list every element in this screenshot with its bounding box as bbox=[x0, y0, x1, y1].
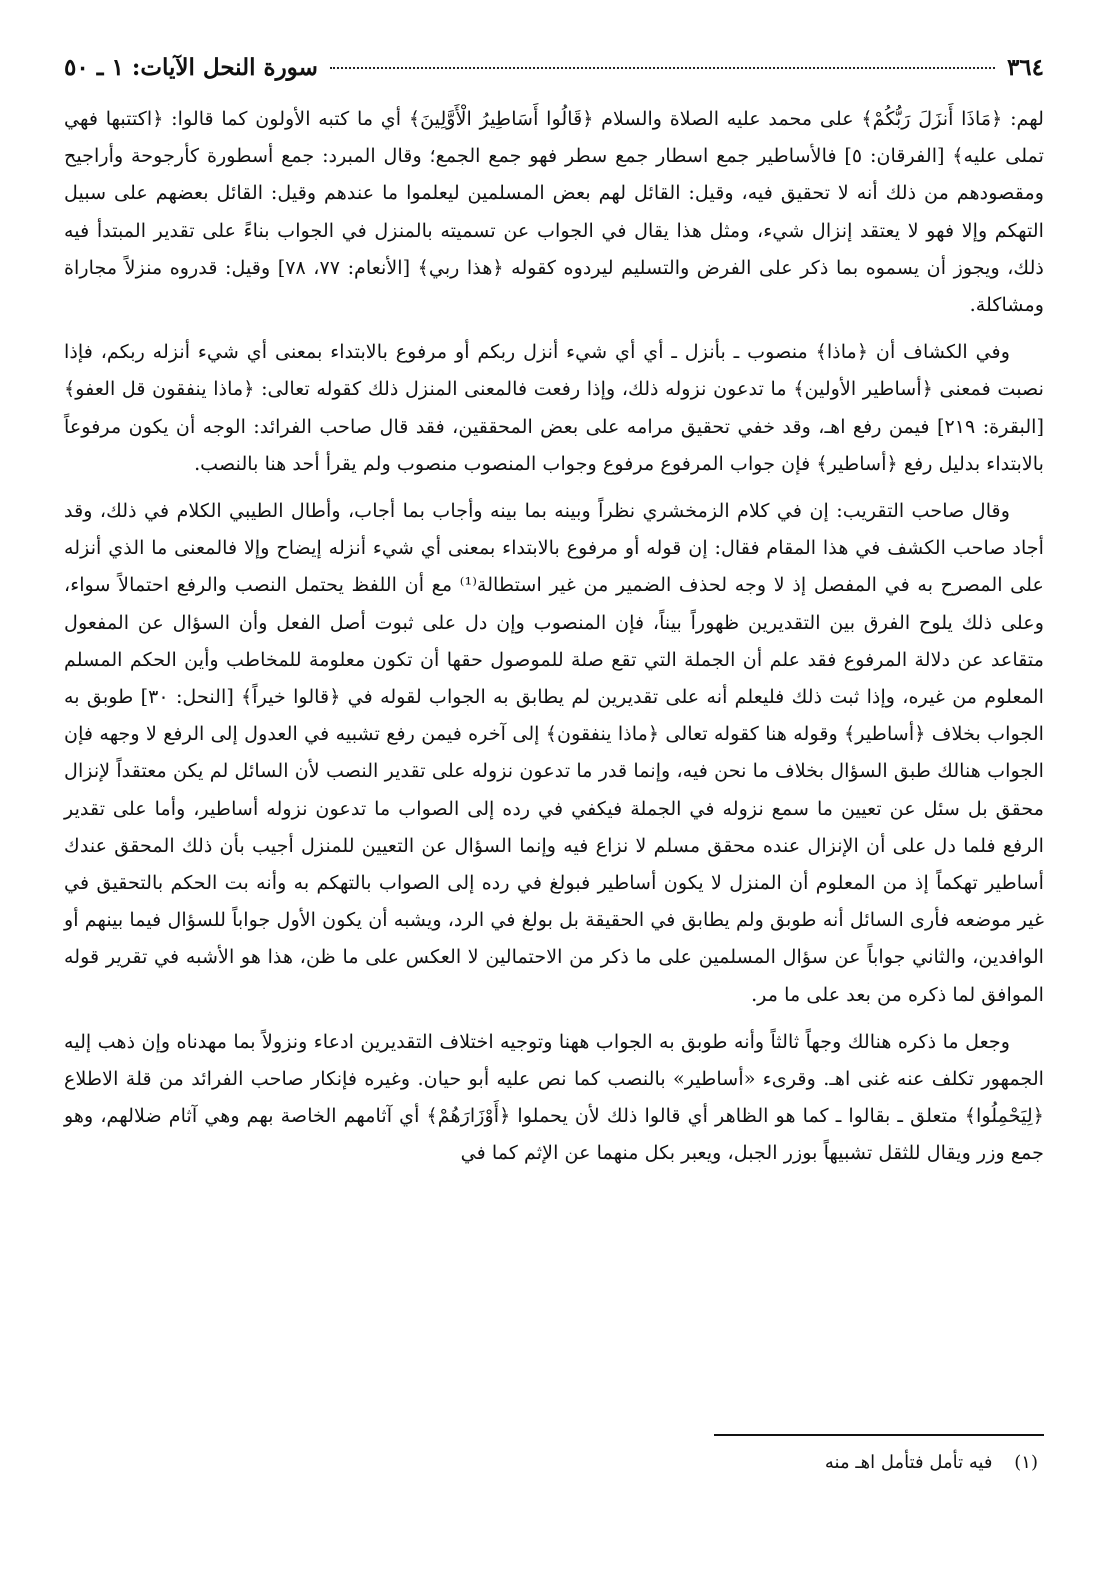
running-header bbox=[64, 54, 1044, 94]
commentary-text bbox=[64, 100, 1044, 1172]
paragraph-1: لهم: ﴿مَاذَا أَنزَلَ رَبُّكُمْ﴾ على محمد عليه الصلاة والسلام ﴿قَالُوا أَسَاطِيرُ الْأَوَّلِينَ﴾ أي ما كتبه الأولون كما قالوا: ﴿اكتتبها فهي تملى عليه﴾ [الفرقان: ٥] فالأساطير جمع اسطار جمع سطر فهو جمع الجمع؛ وقال المبرد: جمع أسطورة كأرجوحة وأراجيح ومقصودهم من ذلك أنه لا تحقيق فيه، وقيل: القائل لهم بعض المسلمين ليعلموا ما عندهم وقيل: القائل بعضهم على سبيل التهكم وإلا فهو لا يعتقد إنزال شيء، ومثل هذا يقال في الجواب عن تسميته بالمنزل في الجواب بناءً على تقدير المبتدأ فيه ذلك، ويجوز أن يسموه بما ذكر على الفرض والتسليم ليردوه كقوله ﴿هذا ربي﴾ [الأنعام: ٧٧، ٧٨] وقيل: قدروه منزلاً مجاراة ومشاكلة. bbox=[64, 107, 1044, 317]
page-number: ٣٦٤ bbox=[1006, 54, 1044, 81]
paragraph-2: وفي الكشاف أن ﴿ماذا﴾ منصوب ـ بأنزل ـ أي أي شيء أنزل ربكم أو مرفوع بالابتداء بمعنى أي شيء أنزله ربكم، فإذا نصبت فمعنى ﴿أساطير الأولين﴾ ما تدعون نزوله ذلك، وإذا رفعت فالمعنى المنزل ذلك كقوله تعالى: ﴿ماذا ينفقون قل العفو﴾ [البقرة: ٢١٩] فيمن رفع اهـ، وقد خفي تحقيق مرامه على بعض المحققين، فقد قال صاحب الفرائد: الوجه أن يكون مرفوعاً بالابتداء بدليل رفع ﴿أساطير﴾ فإن جواب المرفوع مرفوع وجواب المنصوب منصوب ولم يقرأ أحد هنا بالنصب. bbox=[64, 340, 1044, 475]
paragraph-3: وقال صاحب التقريب: إن في كلام الزمخشري نظراً وبينه بما بينه وأجاب بما أجاب، وأطال الطيبي الكلام في ذلك، وقد أجاد صاحب الكشف في هذا المقام فقال: إن قوله أو مرفوع بالابتداء بمعنى أي شيء أنزله إيضاح وإلا فالمعنى ما الذي أنزله على المصرح به في المفصل إذ لا وجه لحذف الضمير من غير استطالة⁽¹⁾ مع أن اللفظ يحتمل النصب والرفع احتمالاً سواء، وعلى ذلك يلوح الفرق بين التقديرين ظهوراً بيناً، فإن المنصوب وإن دل على ثبوت أصل الفعل وأن السؤال عن المفعول متقاعد عن دلالة المرفوع فقد علم أن الجملة التي تقع صلة للموصول حقها أن تكون معلومة للمخاطب وأين الحكم المسلم المعلوم من غيره، وإذا ثبت ذلك فليعلم أنه على تقديرين لم يطابق به الجواب لقوله في ﴿قالوا خيراً﴾ [النحل: ٣٠] طوبق به الجواب بخلاف ﴿أساطير﴾ وقوله هنا كقوله تعالى ﴿ماذا ينفقون﴾ إلى آخره فيمن رفع تشبيه في العدول إلى الرفع لا وجهه فإن الجواب هنالك طبق السؤال بخلاف ما نحن فيه، وإنما قدر ما تدعون نزوله على تقدير النصب لأن السائل لم يكن معتقداً لإنزال محقق بل سئل عن تعيين ما سمع نزوله في الجملة فيكفي في رده إلى الصواب ما تدعون نزوله أساطير، وأما على تقدير الرفع فلما دل على أن الإنزال عنده محقق مسلم لا نزاع فيه وإنما السؤال عن التعيين للمنزل أجيب بأن ذلك المحقق عندك أساطير تهكماً إذ من المعلوم أن المنزل لا يكون أساطير فبولغ في رده إلى الصواب بالتهكم به وأنه بت الحكم بالتحقيق في غير موضعه فأرى السائل أنه طوبق ولم يطابق في الحقيقة بل بولغ في الرد، ويشبه أن يكون الأول جواباً للسؤال فيما بينهم أو الوافدين، والثاني جواباً عن سؤال المسلمين على ما ذكر من الاحتمالين لا العكس على ما ظن، هذا هو الأشبه في تقرير قوله الموافق لما ذكره من بعد على ما مر. bbox=[64, 499, 1044, 1006]
header-dotted-leader bbox=[330, 67, 995, 69]
footnote-text: فيه تأمل فتأمل اهـ منه bbox=[824, 1452, 993, 1473]
footnote bbox=[825, 1452, 1038, 1473]
footnote-divider bbox=[714, 1434, 1044, 1436]
footnote-number: (١) bbox=[1014, 1452, 1038, 1473]
surah-title: سورة النحل الآيات: ١ ـ ٥٠ bbox=[64, 54, 318, 81]
paragraph-4: وجعل ما ذكره هنالك وجهاً ثالثاً وأنه طوبق به الجواب ههنا وتوجيه اختلاف التقديرين ادعاء ونزولاً بما مهدناه وإن ذهب إليه الجمهور تكلف عنه غنى اهـ. وقرىء «أساطير» بالنصب كما نص عليه أبو حيان. وغيره فإنكار صاحب الفرائد من قلة الاطلاع ﴿لِيَحْمِلُوا﴾ متعلق ـ بقالوا ـ كما هو الظاهر أي قالوا ذلك لأن يحملوا ﴿أَوْزَارَهُمْ﴾ أي آثامهم الخاصة بهم وهي آثام ضلالهم، وهو جمع وزر ويقال للثقل تشبيهاً بوزر الجبل، ويعبر بكل منهما عن الإثم كما في bbox=[64, 1029, 1044, 1165]
book-page bbox=[64, 54, 1044, 1544]
